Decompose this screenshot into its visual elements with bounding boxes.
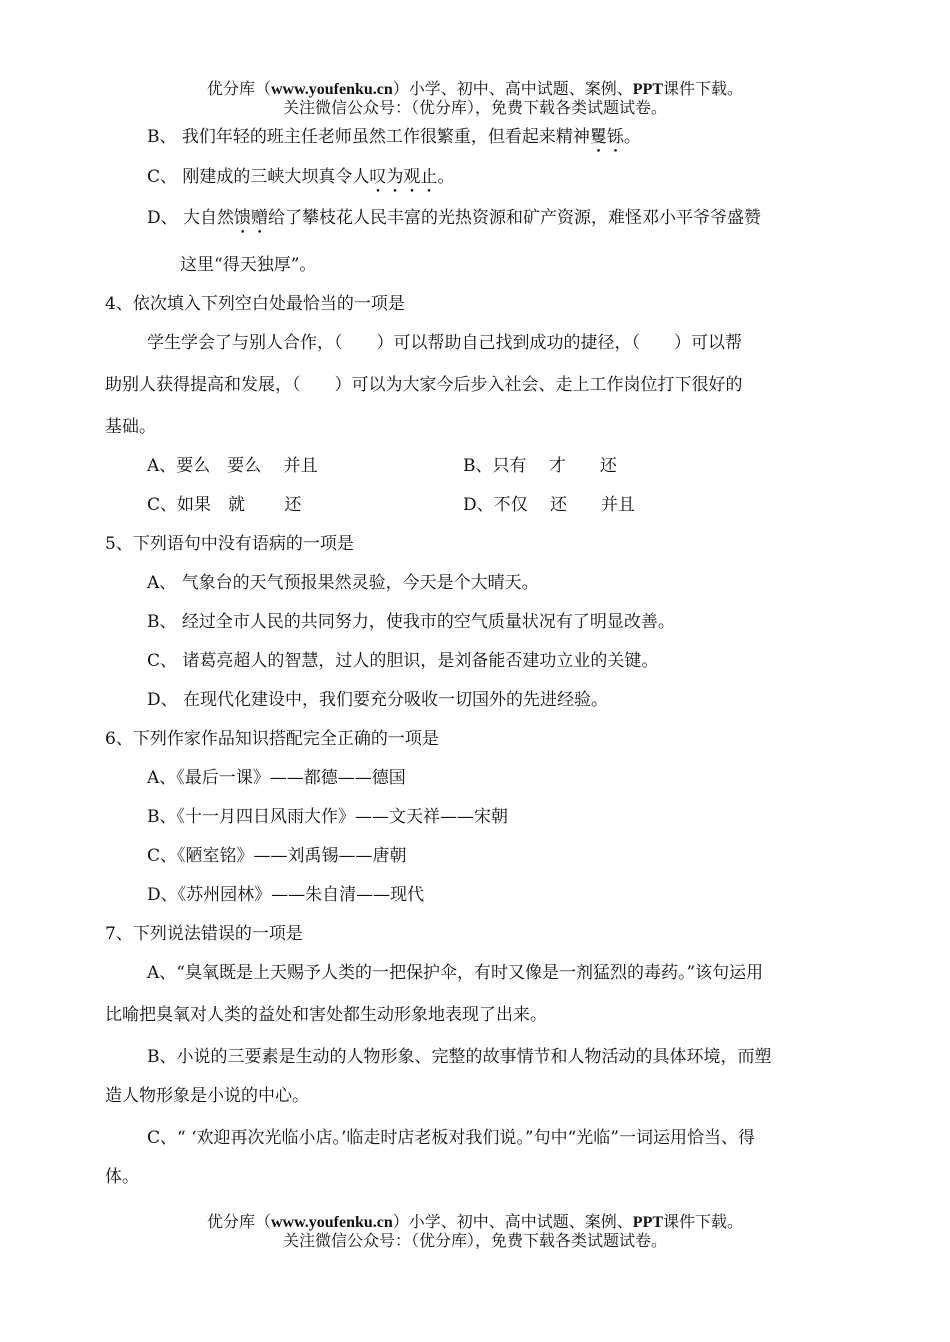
- q3-b-text: B、 我们年轻的班主任老师虽然工作很繁重，但看起来精神: [147, 127, 590, 147]
- q3-c-end: 。: [437, 167, 455, 187]
- footer-line-1: [0, 1213, 950, 1232]
- q3-c-dotted-word: 叹为观止: [369, 167, 438, 187]
- q4-option-a: A、要么 要么 并且: [147, 456, 318, 476]
- q4-stem: 4、依次填入下列空白处最恰当的一项是: [105, 294, 405, 314]
- q5-option-a: A、 气象台的天气预报果然灵验，今天是个大晴天。: [147, 573, 539, 593]
- footer-ppt: PPT: [632, 1214, 664, 1231]
- footer-text-a: 优分库（: [206, 1212, 271, 1231]
- header-text-a: 优分库（: [206, 79, 271, 98]
- q6-option-c: C、《陋室铭》——刘禹锡——唐朝: [147, 846, 407, 866]
- header-text-b: ）小学、初中、高中试题、案例、: [392, 79, 633, 98]
- q3-d-text: D、 大自然: [147, 208, 235, 228]
- header-ppt: PPT: [632, 81, 664, 98]
- q7-option-b-line1: B、小说的三要素是生动的人物形象、完整的故事情节和人物活动的具体环境，而塑: [147, 1047, 772, 1067]
- q3-option-c: [147, 166, 454, 197]
- q7-stem: 7、下列说法错误的一项是: [105, 924, 303, 944]
- q3-option-d: [147, 207, 761, 238]
- header-line-1: [0, 80, 950, 99]
- footer-line-2: 关注微信公众号：（优分库），免费下载各类试题试卷。: [282, 1231, 667, 1250]
- q3-b-end: 。: [623, 127, 641, 147]
- footer-url: www.youfenku.cn: [270, 1214, 393, 1231]
- q3-option-b: [147, 126, 641, 157]
- q3-option-d-line2: 这里“得天独厚”。: [180, 255, 317, 275]
- q4-option-d: D、不仅 还 并且: [463, 495, 636, 515]
- q3-b-dotted-word: 矍铄: [589, 127, 624, 147]
- header-text-c: 课件下载。: [663, 79, 744, 98]
- q6-stem: 6、下列作家作品知识搭配完全正确的一项是: [105, 729, 439, 749]
- header-url: www.youfenku.cn: [270, 81, 393, 98]
- q6-option-a: A、《最后一课》——都德——德国: [147, 768, 406, 788]
- q4-option-c: C、如果 就 还: [147, 495, 302, 515]
- q3-d-text-2: 给了攀枝花人民丰富的光热资源和矿产资源，难怪邓小平爷爷盛赞: [268, 208, 762, 228]
- q3-d-dotted-word: 馈赠: [234, 208, 269, 228]
- q7-option-a-line2: 比喻把臭氧对人类的益处和害处都生动形象地表现了出来。: [105, 1005, 547, 1025]
- q7-option-b-line2: 造人物形象是小说的中心。: [105, 1086, 309, 1106]
- q4-passage-line-3: 基础。: [105, 417, 156, 437]
- q7-option-c-line2: 体。: [105, 1167, 139, 1187]
- footer-text-c: 课件下载。: [663, 1212, 744, 1231]
- footer-text-b: ）小学、初中、高中试题、案例、: [392, 1212, 633, 1231]
- q4-passage-line-1: 学生学会了与别人合作，（ ）可以帮助自己找到成功的捷径，（ ）可以帮: [147, 333, 742, 353]
- q5-option-c: C、 诸葛亮超人的智慧，过人的胆识，是刘备能否建功立业的关键。: [147, 651, 659, 671]
- header-line-2: 关注微信公众号：（优分库），免费下载各类试题试卷。: [282, 98, 667, 117]
- q4-option-b: B、只有 才 还: [463, 456, 617, 476]
- q3-c-text: C、 刚建成的三峡大坝真令人: [147, 167, 370, 187]
- q5-option-d: D、 在现代化建设中，我们要充分吸收一切国外的先进经验。: [147, 690, 609, 710]
- q6-option-d: D、《苏州园林》——朱自清——现代: [147, 885, 425, 905]
- q7-option-a-line1: A、“臭氧既是上天赐予人类的一把保护伞，有时又像是一剂猛烈的毒药。”该句运用: [147, 963, 764, 983]
- q4-passage-line-2: 助别人获得提高和发展，（ ）可以为大家今后步入社会、走上工作岗位打下很好的: [105, 375, 743, 395]
- q5-stem: 5、下列语句中没有语病的一项是: [105, 534, 354, 554]
- q6-option-b: B、《十一月四日风雨大作》——文天祥——宋朝: [147, 807, 508, 827]
- q5-option-b: B、 经过全市人民的共同努力，使我市的空气质量状况有了明显改善。: [147, 612, 675, 632]
- q7-option-c-line1: C、“ ‘欢迎再次光临小店。’临走时店老板对我们说。”句中“光临”一词运用恰当、得: [147, 1128, 755, 1148]
